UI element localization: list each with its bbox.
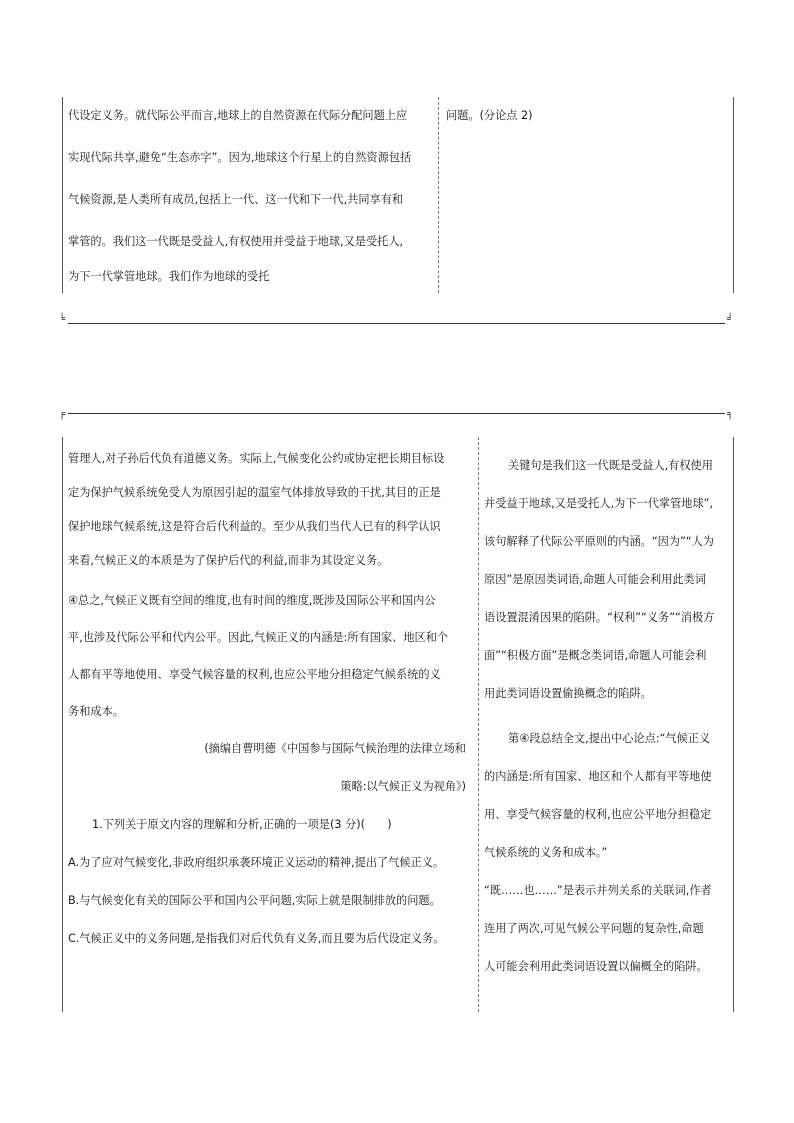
annotation-line: 人可能会利用此类词语设置以偏概全的陷阱。: [484, 960, 708, 973]
block2-left-line: 平,也涉及代际公平和代内公平。因此,气候正义的内涵是:所有国家、地区和个: [68, 631, 449, 644]
crop-mark-left: ╒: [59, 409, 66, 420]
annotation-line: “既……也……”是表示并列关系的关联词,作者: [484, 884, 712, 897]
crop-mark-left: ╘: [59, 314, 66, 325]
block2-left-line: ④总之,气候正义既有空间的维度,也有时间的维度,既涉及国际公平和国内公: [68, 594, 436, 607]
crop-mark-right: ╕: [727, 409, 734, 420]
block2-left-line: 保护地球气候系统,这是符合后代利益的。至少从我们当代人已有的科学认识: [68, 520, 441, 533]
annotation-line: 面”“积极方面”是概念类词语,命题人可能会利: [484, 649, 707, 662]
annotation-line: 连用了两次,可见气候公平问题的复杂性,命题: [484, 922, 704, 935]
annotation-line: 第④段总结全文,提出中心论点:“气候正义: [508, 732, 711, 745]
block2-left-line: 管理人,对子孙后代负有道德义务。实际上,气候变化公约或协定把长期目标设: [68, 452, 445, 465]
block2-left-line: 人都有平等地使用、享受气候容量的权利,也应公平地分担稳定气候系统的义: [68, 668, 441, 681]
annotation-line: 用此类词语设置偷换概念的陷阱。: [484, 687, 652, 700]
block2-left-border: [62, 437, 63, 1012]
block1-left-border: [62, 97, 63, 293]
page-bottom-rule: [68, 323, 725, 324]
annotation-line: 的内涵是:所有国家、地区和个人都有平等地使: [484, 770, 712, 783]
block1-left-line: 实现代际共享,避免“生态赤字”。因为,地球这个行星上的自然资源包括: [68, 151, 412, 164]
source-citation: 策略:以气候正义为视角》): [340, 780, 466, 793]
block1-left-line: 代设定义务。就代际公平而言,地球上的自然资源在代际分配问题上应: [68, 109, 408, 122]
annotation-line: 并受益于地球,又是受托人,为下一代掌管地球”,: [484, 497, 714, 510]
annotation-line: 用、享受气候容量的权利,也应公平地分担稳定: [484, 808, 712, 821]
block1-left-line: 掌管的。我们这一代既是受益人,有权使用并受益于地球,又是受托人,: [68, 235, 404, 248]
annotation-line: 气候系统的义务和成本。”: [484, 846, 608, 859]
block1-left-line: 为下一代掌管地球。我们作为地球的受托: [68, 270, 270, 283]
block2-right-border: [733, 437, 734, 1012]
block2-column-divider: [478, 437, 479, 1012]
annotation-line: 语设置混淆因果的陷阱。“权利”“义务”“消极方: [484, 611, 715, 624]
crop-mark-right: ╛: [727, 314, 734, 325]
block1-left-line: 气候资源,是人类所有成员,包括上一代、这一代和下一代,共同享有和: [68, 193, 404, 206]
option-c: C.气候正义中的义务问题,是指我们对后代负有义务,而且要为后代设定义务。: [68, 932, 445, 945]
annotation-line: 原因”是原因类词语,命题人可能会利用此类词: [484, 573, 706, 586]
block1-column-divider: [438, 97, 439, 293]
block2-left-line: 定为保护气候系统免受人为原因引起的温室气体排放导致的干扰,其目的正是: [68, 486, 441, 499]
annotation-line: 该句解释了代际公平原则的内涵。“因为”“人为: [484, 535, 714, 548]
block1-right-border: [733, 97, 734, 293]
source-citation: (摘编自曹明德《中国参与国际气候治理的法律立场和: [204, 742, 466, 755]
block1-right-line: 问题。(分论点 2): [446, 109, 533, 122]
block2-left-line: 来看,气候正义的本质是为了保护后代的利益,而非为其设定义务。: [68, 554, 389, 567]
option-a: A.为了应对气候变化,非政府组织承袭环境正义运动的精神,提出了气候正义。: [68, 856, 445, 869]
block2-left-line: 务和成本。: [68, 705, 124, 718]
question-stem: 1.下列关于原文内容的理解和分析,正确的一项是(3 分)( ): [92, 818, 392, 831]
page-top-rule: [68, 413, 725, 414]
option-b: B.与气候变化有关的国际公平和国内公平问题,实际上就是限制排放的问题。: [68, 894, 441, 907]
annotation-line: 关键句是我们这一代既是受益人,有权使用: [508, 459, 713, 472]
